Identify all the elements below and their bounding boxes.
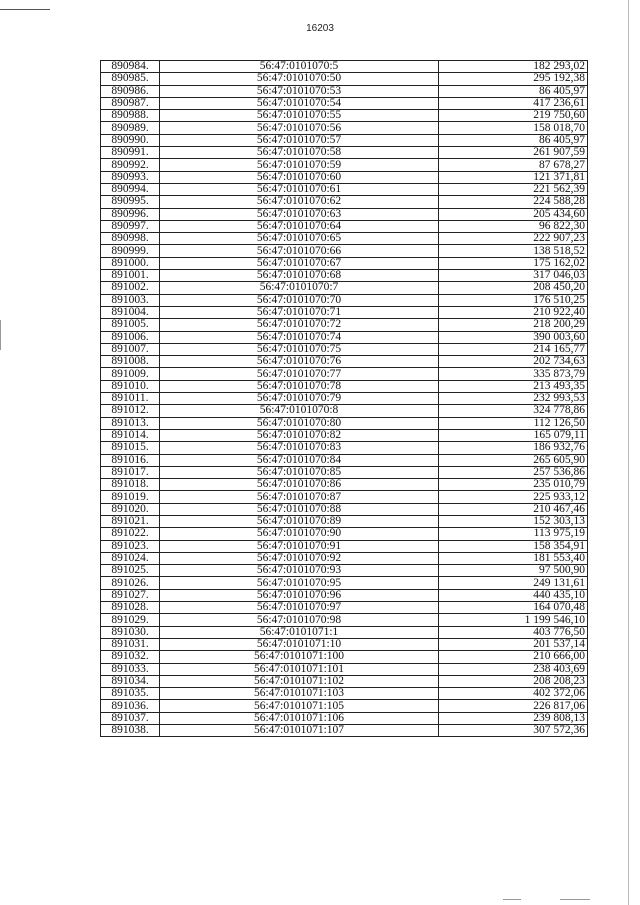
row-number-cell: 891007. bbox=[101, 343, 160, 355]
cadastral-number-cell: 56:47:0101071:1 bbox=[160, 626, 439, 638]
cadastral-number-cell: 56:47:0101071:100 bbox=[160, 651, 439, 663]
row-number-cell: 891025. bbox=[101, 565, 160, 577]
table-row bbox=[101, 380, 588, 392]
table-row bbox=[101, 552, 588, 564]
cadastral-value-cell: 210 922,40 bbox=[439, 306, 588, 318]
cadastral-number-cell: 56:47:0101070:74 bbox=[160, 331, 439, 343]
cadastral-number-cell: 56:47:0101070:80 bbox=[160, 417, 439, 429]
row-number-cell: 891029. bbox=[101, 614, 160, 626]
cadastral-number-cell: 56:47:0101070:91 bbox=[160, 540, 439, 552]
table-row bbox=[101, 134, 588, 146]
cadastral-number-cell: 56:47:0101070:54 bbox=[160, 97, 439, 109]
cadastral-value-cell: 158 354,91 bbox=[439, 540, 588, 552]
cadastral-value-cell: 219 750,60 bbox=[439, 110, 588, 122]
cadastral-value-cell: 113 975,19 bbox=[439, 528, 588, 540]
row-number-cell: 891031. bbox=[101, 638, 160, 650]
table-row bbox=[101, 454, 588, 466]
row-number-cell: 891028. bbox=[101, 602, 160, 614]
cadastral-value-cell: 210 467,46 bbox=[439, 503, 588, 515]
row-number-cell: 890989. bbox=[101, 122, 160, 134]
row-number-cell: 891021. bbox=[101, 515, 160, 527]
table-row bbox=[101, 294, 588, 306]
table-row bbox=[101, 675, 588, 687]
table-row bbox=[101, 208, 588, 220]
row-number-cell: 891011. bbox=[101, 393, 160, 405]
table-row bbox=[101, 528, 588, 540]
table-row bbox=[101, 356, 588, 368]
cadastral-value-cell: 201 537,14 bbox=[439, 638, 588, 650]
table-row bbox=[101, 122, 588, 134]
cadastral-value-cell: 249 131,61 bbox=[439, 577, 588, 589]
row-number-cell: 891022. bbox=[101, 528, 160, 540]
cadastral-number-cell: 56:47:0101070:60 bbox=[160, 171, 439, 183]
cadastral-value-cell: 138 518,52 bbox=[439, 245, 588, 257]
cadastral-number-cell: 56:47:0101071:101 bbox=[160, 663, 439, 675]
table-row bbox=[101, 368, 588, 380]
table-row bbox=[101, 171, 588, 183]
row-number-cell: 890996. bbox=[101, 208, 160, 220]
row-number-cell: 891009. bbox=[101, 368, 160, 380]
row-number-cell: 891034. bbox=[101, 675, 160, 687]
cadastral-value-cell: 96 822,30 bbox=[439, 220, 588, 232]
row-number-cell: 890986. bbox=[101, 85, 160, 97]
cadastral-number-cell: 56:47:0101071:102 bbox=[160, 675, 439, 687]
table-row bbox=[101, 515, 588, 527]
cadastral-number-cell: 56:47:0101070:53 bbox=[160, 85, 439, 97]
cadastral-number-cell: 56:47:0101071:105 bbox=[160, 700, 439, 712]
cadastral-value-cell: 208 450,20 bbox=[439, 282, 588, 294]
cadastral-value-cell: 232 993,53 bbox=[439, 393, 588, 405]
cadastral-value-cell: 176 510,25 bbox=[439, 294, 588, 306]
table-row bbox=[101, 688, 588, 700]
table-row bbox=[101, 270, 588, 282]
cadastral-number-cell: 56:47:0101070:61 bbox=[160, 183, 439, 195]
cadastral-number-cell: 56:47:0101070:72 bbox=[160, 319, 439, 331]
cadastral-value-cell: 210 666,00 bbox=[439, 651, 588, 663]
table-row bbox=[101, 343, 588, 355]
cadastral-value-cell: 417 236,61 bbox=[439, 97, 588, 109]
cadastral-number-cell: 56:47:0101070:88 bbox=[160, 503, 439, 515]
cadastral-number-cell: 56:47:0101070:98 bbox=[160, 614, 439, 626]
cadastral-value-cell: 238 403,69 bbox=[439, 663, 588, 675]
row-number-cell: 890998. bbox=[101, 233, 160, 245]
cadastral-number-cell: 56:47:0101070:66 bbox=[160, 245, 439, 257]
cadastral-number-cell: 56:47:0101070:70 bbox=[160, 294, 439, 306]
row-number-cell: 891019. bbox=[101, 491, 160, 503]
cadastral-value-cell: 97 500,90 bbox=[439, 565, 588, 577]
cadastral-value-cell: 175 162,02 bbox=[439, 257, 588, 269]
cadastral-number-cell: 56:47:0101070:57 bbox=[160, 134, 439, 146]
row-number-cell: 891014. bbox=[101, 429, 160, 441]
left-margin-mark bbox=[0, 320, 1, 350]
registry-table-body bbox=[101, 61, 588, 737]
table-row bbox=[101, 405, 588, 417]
cadastral-number-cell: 56:47:0101070:5 bbox=[160, 61, 439, 73]
cadastral-number-cell: 56:47:0101070:93 bbox=[160, 565, 439, 577]
cadastral-number-cell: 56:47:0101070:50 bbox=[160, 73, 439, 85]
table-row bbox=[101, 245, 588, 257]
cadastral-value-cell: 221 562,39 bbox=[439, 183, 588, 195]
row-number-cell: 891002. bbox=[101, 282, 160, 294]
row-number-cell: 890991. bbox=[101, 147, 160, 159]
table-row bbox=[101, 589, 588, 601]
row-number-cell: 891026. bbox=[101, 577, 160, 589]
table-row bbox=[101, 614, 588, 626]
row-number-cell: 890993. bbox=[101, 171, 160, 183]
row-number-cell: 891001. bbox=[101, 270, 160, 282]
row-number-cell: 891033. bbox=[101, 663, 160, 675]
cadastral-value-cell: 403 776,50 bbox=[439, 626, 588, 638]
cadastral-value-cell: 112 126,50 bbox=[439, 417, 588, 429]
cadastral-number-cell: 56:47:0101070:64 bbox=[160, 220, 439, 232]
table-row bbox=[101, 183, 588, 195]
registry-table bbox=[100, 60, 588, 737]
row-number-cell: 891020. bbox=[101, 503, 160, 515]
table-row bbox=[101, 700, 588, 712]
cadastral-value-cell: 152 303,13 bbox=[439, 515, 588, 527]
row-number-cell: 891005. bbox=[101, 319, 160, 331]
cadastral-number-cell: 56:47:0101070:82 bbox=[160, 429, 439, 441]
row-number-cell: 891004. bbox=[101, 306, 160, 318]
table-row bbox=[101, 491, 588, 503]
cadastral-value-cell: 317 046,03 bbox=[439, 270, 588, 282]
row-number-cell: 891030. bbox=[101, 626, 160, 638]
row-number-cell: 890992. bbox=[101, 159, 160, 171]
table-row bbox=[101, 319, 588, 331]
cadastral-number-cell: 56:47:0101070:59 bbox=[160, 159, 439, 171]
row-number-cell: 890987. bbox=[101, 97, 160, 109]
cadastral-value-cell: 265 605,90 bbox=[439, 454, 588, 466]
cadastral-value-cell: 165 079,11 bbox=[439, 429, 588, 441]
table-row bbox=[101, 417, 588, 429]
row-number-cell: 890995. bbox=[101, 196, 160, 208]
table-row bbox=[101, 233, 588, 245]
cadastral-value-cell: 86 405,97 bbox=[439, 134, 588, 146]
row-number-cell: 891010. bbox=[101, 380, 160, 392]
table-row bbox=[101, 282, 588, 294]
table-row bbox=[101, 712, 588, 724]
cadastral-value-cell: 182 293,02 bbox=[439, 61, 588, 73]
bottom-mark-2 bbox=[560, 899, 590, 900]
table-row bbox=[101, 73, 588, 85]
row-number-cell: 890988. bbox=[101, 110, 160, 122]
cadastral-value-cell: 158 018,70 bbox=[439, 122, 588, 134]
cadastral-value-cell: 224 588,28 bbox=[439, 196, 588, 208]
row-number-cell: 891008. bbox=[101, 356, 160, 368]
cadastral-value-cell: 402 372,06 bbox=[439, 688, 588, 700]
table-row bbox=[101, 503, 588, 515]
cadastral-value-cell: 225 933,12 bbox=[439, 491, 588, 503]
row-number-cell: 891032. bbox=[101, 651, 160, 663]
cadastral-number-cell: 56:47:0101070:75 bbox=[160, 343, 439, 355]
cadastral-number-cell: 56:47:0101070:65 bbox=[160, 233, 439, 245]
row-number-cell: 891024. bbox=[101, 552, 160, 564]
cadastral-value-cell: 239 808,13 bbox=[439, 712, 588, 724]
cadastral-value-cell: 218 200,29 bbox=[439, 319, 588, 331]
table-row bbox=[101, 393, 588, 405]
table-row bbox=[101, 429, 588, 441]
cadastral-number-cell: 56:47:0101070:56 bbox=[160, 122, 439, 134]
table-row bbox=[101, 466, 588, 478]
right-edge-rule bbox=[628, 0, 629, 905]
row-number-cell: 890999. bbox=[101, 245, 160, 257]
cadastral-number-cell: 56:47:0101070:83 bbox=[160, 442, 439, 454]
cadastral-number-cell: 56:47:0101070:68 bbox=[160, 270, 439, 282]
cadastral-value-cell: 226 817,06 bbox=[439, 700, 588, 712]
row-number-cell: 890984. bbox=[101, 61, 160, 73]
table-row bbox=[101, 61, 588, 73]
table-row bbox=[101, 540, 588, 552]
table-row bbox=[101, 220, 588, 232]
row-number-cell: 891000. bbox=[101, 257, 160, 269]
cadastral-number-cell: 56:47:0101070:95 bbox=[160, 577, 439, 589]
cadastral-value-cell: 186 932,76 bbox=[439, 442, 588, 454]
cadastral-value-cell: 324 778,86 bbox=[439, 405, 588, 417]
cadastral-number-cell: 56:47:0101071:103 bbox=[160, 688, 439, 700]
cadastral-number-cell: 56:47:0101070:71 bbox=[160, 306, 439, 318]
cadastral-number-cell: 56:47:0101070:58 bbox=[160, 147, 439, 159]
cadastral-value-cell: 1 199 546,10 bbox=[439, 614, 588, 626]
cadastral-number-cell: 56:47:0101070:79 bbox=[160, 393, 439, 405]
cadastral-value-cell: 235 010,79 bbox=[439, 479, 588, 491]
table-row bbox=[101, 331, 588, 343]
bottom-mark-1 bbox=[503, 899, 521, 900]
cadastral-number-cell: 56:47:0101071:106 bbox=[160, 712, 439, 724]
cadastral-value-cell: 208 208,23 bbox=[439, 675, 588, 687]
cadastral-number-cell: 56:47:0101070:62 bbox=[160, 196, 439, 208]
row-number-cell: 891027. bbox=[101, 589, 160, 601]
cadastral-value-cell: 181 553,40 bbox=[439, 552, 588, 564]
cadastral-number-cell: 56:47:0101070:97 bbox=[160, 602, 439, 614]
row-number-cell: 891023. bbox=[101, 540, 160, 552]
cadastral-value-cell: 390 003,60 bbox=[439, 331, 588, 343]
cadastral-value-cell: 440 435,10 bbox=[439, 589, 588, 601]
table-row bbox=[101, 97, 588, 109]
table-row bbox=[101, 147, 588, 159]
cadastral-number-cell: 56:47:0101070:85 bbox=[160, 466, 439, 478]
row-number-cell: 891018. bbox=[101, 479, 160, 491]
cadastral-number-cell: 56:47:0101070:8 bbox=[160, 405, 439, 417]
row-number-cell: 890990. bbox=[101, 134, 160, 146]
row-number-cell: 890985. bbox=[101, 73, 160, 85]
row-number-cell: 891037. bbox=[101, 712, 160, 724]
cadastral-number-cell: 56:47:0101070:78 bbox=[160, 380, 439, 392]
cadastral-number-cell: 56:47:0101070:90 bbox=[160, 528, 439, 540]
table-row bbox=[101, 442, 588, 454]
cadastral-number-cell: 56:47:0101070:63 bbox=[160, 208, 439, 220]
cadastral-number-cell: 56:47:0101070:7 bbox=[160, 282, 439, 294]
cadastral-value-cell: 307 572,36 bbox=[439, 725, 588, 737]
row-number-cell: 891036. bbox=[101, 700, 160, 712]
cadastral-value-cell: 121 371,81 bbox=[439, 171, 588, 183]
row-number-cell: 891006. bbox=[101, 331, 160, 343]
row-number-cell: 891012. bbox=[101, 405, 160, 417]
table-row bbox=[101, 577, 588, 589]
cadastral-value-cell: 87 678,27 bbox=[439, 159, 588, 171]
cadastral-number-cell: 56:47:0101070:92 bbox=[160, 552, 439, 564]
cadastral-number-cell: 56:47:0101070:84 bbox=[160, 454, 439, 466]
row-number-cell: 890997. bbox=[101, 220, 160, 232]
cadastral-value-cell: 295 192,38 bbox=[439, 73, 588, 85]
table-row bbox=[101, 626, 588, 638]
cadastral-value-cell: 335 873,79 bbox=[439, 368, 588, 380]
cadastral-number-cell: 56:47:0101070:77 bbox=[160, 368, 439, 380]
table-row bbox=[101, 85, 588, 97]
cadastral-number-cell: 56:47:0101070:55 bbox=[160, 110, 439, 122]
table-row bbox=[101, 565, 588, 577]
row-number-cell: 891017. bbox=[101, 466, 160, 478]
cadastral-value-cell: 222 907,23 bbox=[439, 233, 588, 245]
table-row bbox=[101, 159, 588, 171]
cadastral-value-cell: 86 405,97 bbox=[439, 85, 588, 97]
table-row bbox=[101, 602, 588, 614]
cadastral-number-cell: 56:47:0101071:107 bbox=[160, 725, 439, 737]
row-number-cell: 891038. bbox=[101, 725, 160, 737]
cadastral-number-cell: 56:47:0101070:87 bbox=[160, 491, 439, 503]
row-number-cell: 891003. bbox=[101, 294, 160, 306]
cadastral-value-cell: 261 907,59 bbox=[439, 147, 588, 159]
table-row bbox=[101, 663, 588, 675]
cadastral-value-cell: 164 070,48 bbox=[439, 602, 588, 614]
row-number-cell: 891015. bbox=[101, 442, 160, 454]
row-number-cell: 890994. bbox=[101, 183, 160, 195]
table-row bbox=[101, 257, 588, 269]
cadastral-value-cell: 214 165,77 bbox=[439, 343, 588, 355]
cadastral-value-cell: 213 493,35 bbox=[439, 380, 588, 392]
cadastral-value-cell: 257 536,86 bbox=[439, 466, 588, 478]
table-row bbox=[101, 638, 588, 650]
row-number-cell: 891035. bbox=[101, 688, 160, 700]
cadastral-number-cell: 56:47:0101070:67 bbox=[160, 257, 439, 269]
cadastral-number-cell: 56:47:0101070:76 bbox=[160, 356, 439, 368]
cadastral-number-cell: 56:47:0101070:96 bbox=[160, 589, 439, 601]
row-number-cell: 891013. bbox=[101, 417, 160, 429]
cadastral-value-cell: 202 734,63 bbox=[439, 356, 588, 368]
table-row bbox=[101, 306, 588, 318]
table-row bbox=[101, 110, 588, 122]
cadastral-number-cell: 56:47:0101071:10 bbox=[160, 638, 439, 650]
cadastral-value-cell: 205 434,60 bbox=[439, 208, 588, 220]
table-row bbox=[101, 725, 588, 737]
top-left-rule bbox=[0, 9, 50, 10]
cadastral-number-cell: 56:47:0101070:89 bbox=[160, 515, 439, 527]
table-row bbox=[101, 196, 588, 208]
cadastral-number-cell: 56:47:0101070:86 bbox=[160, 479, 439, 491]
row-number-cell: 891016. bbox=[101, 454, 160, 466]
page-number: 16203 bbox=[306, 23, 334, 34]
table-row bbox=[101, 651, 588, 663]
table-row bbox=[101, 479, 588, 491]
